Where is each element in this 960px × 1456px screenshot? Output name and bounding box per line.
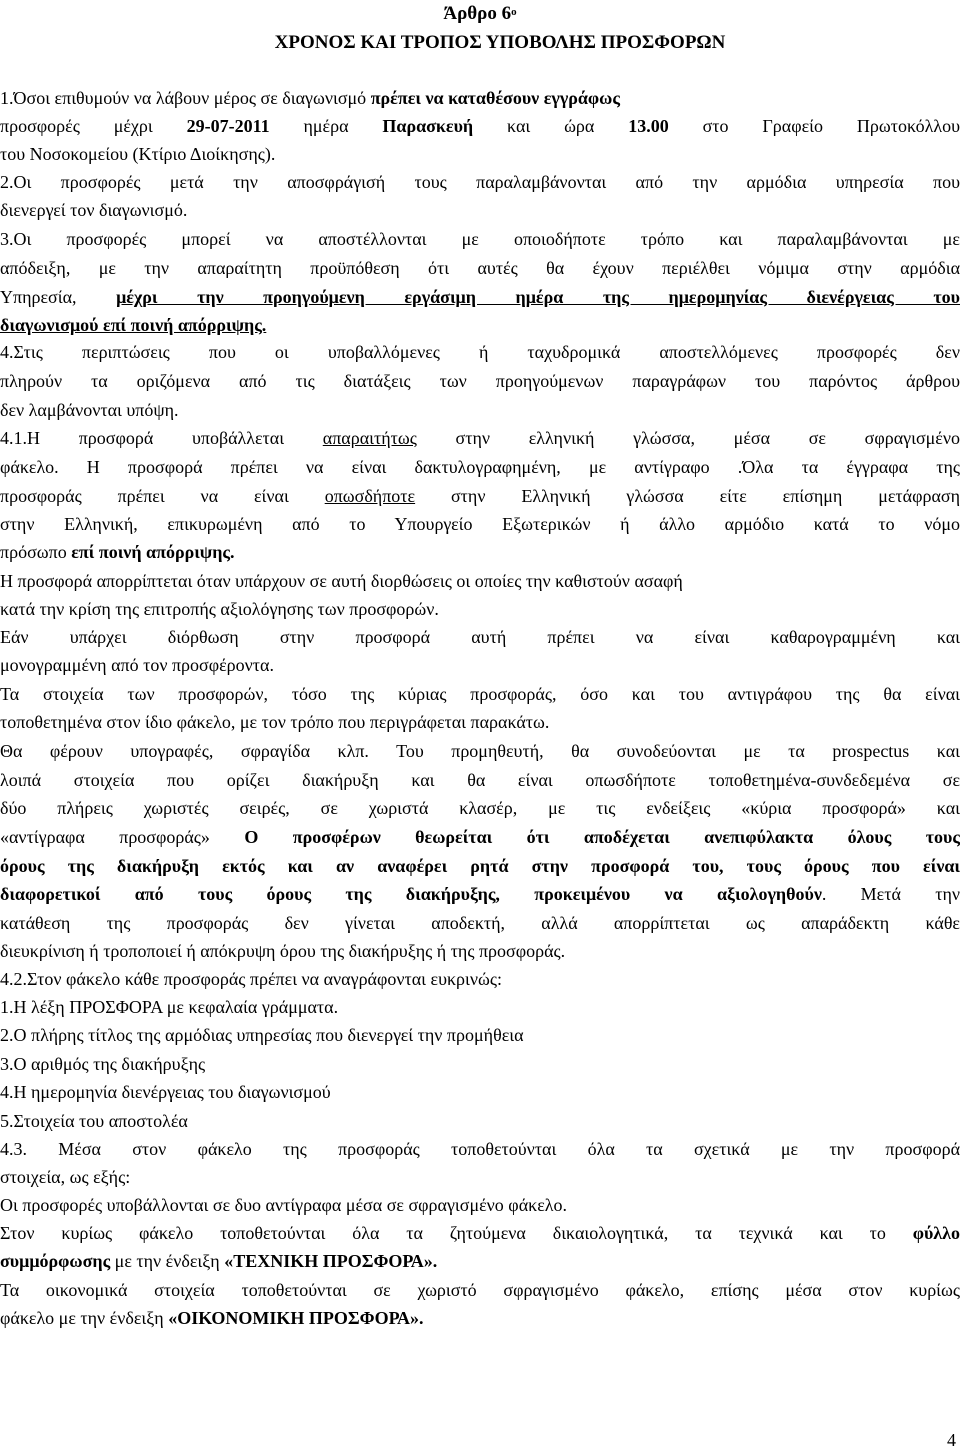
- p43-text: με την ένδειξη: [110, 1251, 225, 1271]
- p42-item-3: 3.Ο αριθμός της διακήρυξης: [0, 1054, 206, 1074]
- p3-penalty: διαγωνισμού επί ποινή απόρριψης.: [0, 315, 267, 335]
- p41-text: 4.1.Η προσφορά υποβάλλεται: [0, 428, 323, 448]
- sign-line-5: όρους της διακήρυξη εκτός και αν αναφέρει ρητά στην προσφορά του, τους όρους που είναι: [0, 856, 960, 876]
- p42-item-4: 4.Η ημερομηνία διενέργειας του διαγωνισμού: [0, 1082, 331, 1102]
- p41-line-1: [0, 424, 960, 454]
- p1-text: και ώρα: [473, 116, 629, 136]
- correct-line-1: Εάν υπάρχει διόρθωση στην προσφορά αυτή πρέπει να είναι καθαρογραμμένη και: [0, 627, 960, 647]
- p41-text: στην ελληνική γλώσσα, μέσα σε σφραγισμένο: [416, 428, 960, 448]
- p41-penalty: επί ποινή απόρριψης.: [71, 542, 235, 562]
- p1-line-2: [0, 112, 960, 142]
- p41-line-3: [0, 482, 960, 512]
- sign-line-8: διευκρίνιση ή τροποποιεί ή απόκρυψη όρου της διακήρυξης ή της προσφοράς.: [0, 941, 566, 961]
- sign-bold-terms: διαφορετικοί από τους όρους της διακήρυξης, προκειμένου να αξιολογηθούν: [0, 884, 822, 904]
- p3-line-3: [0, 283, 960, 313]
- page-number: 4: [947, 1430, 956, 1450]
- p43-technical-label: «ΤΕΧΝΙΚΗ ΠΡΟΣΦΟΡΑ».: [224, 1251, 438, 1271]
- p1-text: στο Γραφείο Πρωτοκόλλου: [668, 116, 960, 136]
- p41-underlined: οπωσδήποτε: [324, 486, 416, 506]
- p1-bold-deposit: πρέπει να καταθέσουν εγγράφως: [370, 88, 620, 108]
- p43-line-4: [0, 1219, 960, 1249]
- sign-line-2: λοιπά στοιχεία που ορίζει διακήρυξη και θα είναι οπωσδήποτε τοποθετημένα-συνδεδεμένα σε: [0, 770, 960, 790]
- p1-line-3: του Νοσοκομείου (Κτίριο Διοίκησης).: [0, 144, 276, 164]
- sign-line-3: δύο πλήρεις χωριστές σειρές, σε χωριστά κλασέρ, με τις ενδείξεις «κύρια προσφορά» και: [0, 798, 960, 818]
- sign-bold-terms: Ο προσφέρων θεωρείται ότι αποδέχεται ανεπιφύλακτα όλους τους: [244, 827, 960, 847]
- sign-line-4: [0, 823, 960, 853]
- p42-item-2: 2.Ο πλήρης τίτλος της αρμόδιας υπηρεσίας που διενεργεί την προμήθεια: [0, 1025, 524, 1045]
- p1-line-1: [0, 84, 960, 114]
- p41-line-2: φάκελο. Η προσφορά πρέπει να είναι δακτυλογραφημένη, με αντίγραφο .Όλα τα έγγραφα της: [0, 457, 960, 477]
- p3-line-4: [0, 311, 960, 341]
- p43-line-3: Οι προσφορές υποβάλλονται σε δυο αντίγραφα μέσα σε σφραγισμένο φάκελο.: [0, 1195, 567, 1215]
- reject-line-1: Η προσφορά απορρίπτεται όταν υπάρχουν σε αυτή διορθώσεις οι οποίες την καθιστούν ασαφή: [0, 571, 683, 591]
- sign-line-7: κατάθεση της προσφοράς δεν γίνεται αποδεκτή, αλλά απορρίπτεται ως απαράδεκτη κάθε: [0, 913, 960, 933]
- p41-text: προσφοράς πρέπει να είναι: [0, 486, 325, 506]
- p4-line-1: 4.Στις περιπτώσεις που οι υποβαλλόμενες ή ταχυδρομικά αποστελλόμενες προσφορές δεν: [0, 342, 960, 362]
- p43-bold: συμμόρφωσης: [0, 1251, 111, 1271]
- p2-line-1: 2.Οι προσφορές μετά την αποσφράγισή τους παραλαμβάνονται από την αρμόδια υπηρεσία που: [0, 172, 960, 192]
- p41-text: στην Ελληνική γλώσσα είτε επίσημη μετάφραση: [415, 486, 960, 506]
- p3-text: Υπηρεσία,: [0, 287, 77, 307]
- p43-line-1: 4.3. Μέσα στον φάκελο της προσφοράς τοποθετούνται όλα τα σχετικά με την προσφορά: [0, 1139, 960, 1159]
- article-number: [0, 2, 960, 26]
- p4-line-3: δεν λαμβάνονται υπόψη.: [0, 400, 179, 420]
- p1-day: Παρασκευή: [382, 116, 474, 136]
- p1-text: 1.Όσοι επιθυμούν να λάβουν μέρος σε διαγωνισμό: [0, 88, 371, 108]
- p1-text: προσφορές μέχρι: [0, 116, 187, 136]
- sign-line-1: Θα φέρουν υπογραφές, σφραγίδα κλπ. Του προμηθευτή, θα συνοδεύονται με τα prospectus και: [0, 741, 960, 761]
- p43-text: φάκελο με την ένδειξη: [0, 1308, 169, 1328]
- p41-text: πρόσωπο: [0, 542, 72, 562]
- p43-line-7: [0, 1304, 960, 1334]
- p43-line-5: [0, 1247, 960, 1277]
- p42-item-1: 1.Η λέξη ΠΡΟΣΦΟΡΑ με κεφαλαία γράμματα.: [0, 997, 339, 1017]
- p43-financial-label: «ΟΙΚΟΝΟΜΙΚΗ ΠΡΟΣΦΟΡΑ».: [168, 1308, 424, 1328]
- p1-time: 13.00: [628, 116, 669, 136]
- p3-line-1: 3.Οι προσφορές μπορεί να αποστέλλονται με οποιοδήποτε τρόπο και παραλαμβάνονται με: [0, 229, 960, 249]
- p41-underlined: απαραιτήτως: [322, 428, 417, 448]
- correct-line-2: μονογραμμένη από τον προσφέροντα.: [0, 655, 274, 675]
- p2-line-2: διενεργεί τον διαγωνισμό.: [0, 200, 188, 220]
- p42-intro: 4.2.Στον φάκελο κάθε προσφοράς πρέπει να αναγράφονται ευκρινώς:: [0, 969, 502, 989]
- p3-deadline-emphasis: μέχρι την προηγούμενη εργάσιμη ημέρα της ημερομηνίας διενέργειας του: [116, 287, 960, 307]
- p41-line-5: [0, 538, 960, 568]
- article-superscript: ο: [511, 6, 517, 18]
- p43-text: Στον κυρίως φάκελο τοποθετούνται όλα τα ζητούμενα δικαιολογητικά, τα τεχνικά και το: [0, 1223, 913, 1243]
- items-line-1: Τα στοιχεία των προσφορών, τόσο της κύριας προσφοράς, όσο και του αντιγράφου της θα είναι: [0, 684, 960, 704]
- p3-line-2: απόδειξη, με την απαραίτητη προϋπόθεση ότι αυτές θα έχουν περιέλθει νόμιμα στην αρμόδια: [0, 258, 960, 278]
- sign-line-6: [0, 880, 960, 910]
- sign-text: . Μετά την: [821, 884, 960, 904]
- p43-line-6: Τα οικονομικά στοιχεία τοποθετούνται σε χωριστό σφραγισμένο φάκελο, επίσης μέσα στον κυρίως: [0, 1280, 960, 1300]
- p42-item-5: 5.Στοιχεία του αποστολέα: [0, 1111, 188, 1131]
- reject-line-2: κατά την κρίση της επιτροπής αξιολόγησης των προσφορών.: [0, 599, 439, 619]
- article-label: Άρθρο 6: [443, 3, 512, 24]
- sign-text: «αντίγραφα προσφοράς»: [0, 827, 245, 847]
- p43-bold: φύλλο: [912, 1223, 960, 1243]
- p41-line-4: στην Ελληνική, επικυρωμένη από το Υπουργείο Εξωτερικών ή άλλο αρμόδιο κατά το νόμο: [0, 514, 960, 534]
- p43-line-2: στοιχεία, ως εξής:: [0, 1167, 131, 1187]
- article-title: ΧΡΟΝΟΣ ΚΑΙ ΤΡΟΠΟΣ ΥΠΟΒΟΛΗΣ ΠΡΟΣΦΟΡΩΝ: [274, 32, 726, 53]
- p4-line-2: πληρούν τα οριζόμενα από τις διατάξεις των προηγούμενων παραγράφων του παρόντος άρθρου: [0, 371, 960, 391]
- p1-text: ημέρα: [269, 116, 383, 136]
- items-line-2: τοποθετημένα στον ίδιο φάκελο, με τον τρόπο που περιγράφεται παρακάτω.: [0, 712, 550, 732]
- p1-date: 29-07-2011: [186, 116, 270, 136]
